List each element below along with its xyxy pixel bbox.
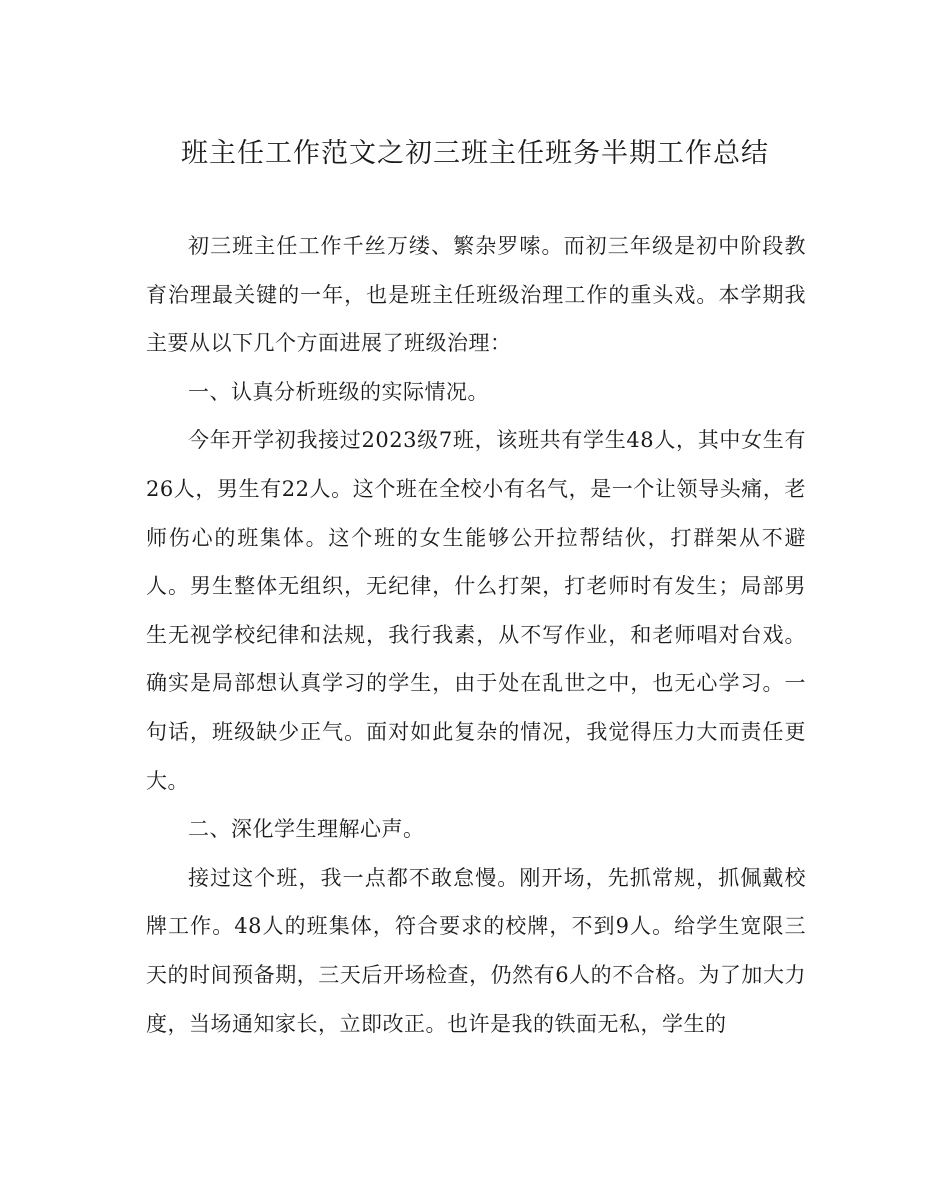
section-heading-2: 二、深化学生理解心声。 xyxy=(188,817,425,842)
section-heading-1: 一、认真分析班级的实际情况。 xyxy=(188,379,489,404)
paragraph-student-voice: 接过这个班，我一点都不敢怠慢。刚开场，先抓常规，抓佩戴校牌工作。48人的班集体，符合要求的校牌，不到9人。给学生宽限三天的时间预备期，三天后开场检查，仍然有6人的不合格。为了加大力度，当场通知家长，立即改正。也许是我的铁面无私，学生的 xyxy=(146,865,806,1036)
document-body xyxy=(146,222,806,1048)
paragraph-intro: 初三班主任工作千丝万缕、繁杂罗嗦。而初三年级是初中阶段教育治理最关键的一年，也是班主任班级治理工作的重头戏。本学期我主要从以下几个方面进展了班级治理： xyxy=(146,234,806,356)
document-title: 班主任工作范文之初三班主任班务半期工作总结 xyxy=(181,138,769,169)
paragraph-class-situation: 今年开学初我接过2023级7班，该班共有学生48人，其中女生有26人，男生有22人。这个班在全校小有名气，是一个让领导头痛，老师伤心的班集体。这个班的女生能够公开拉帮结伙，打群架从不避人。男生整体无组织，无纪律，什么打架，打老师时有发生；局部男生无视学校纪律和法规，我行我素，从不写作业，和老师唱对台戏。确实是局部想认真学习的学生，由于处在乱世之中，也无心学习。一句话，班级缺少正气。面对如此复杂的情况，我觉得压力大而责任更大。 xyxy=(146,428,806,793)
